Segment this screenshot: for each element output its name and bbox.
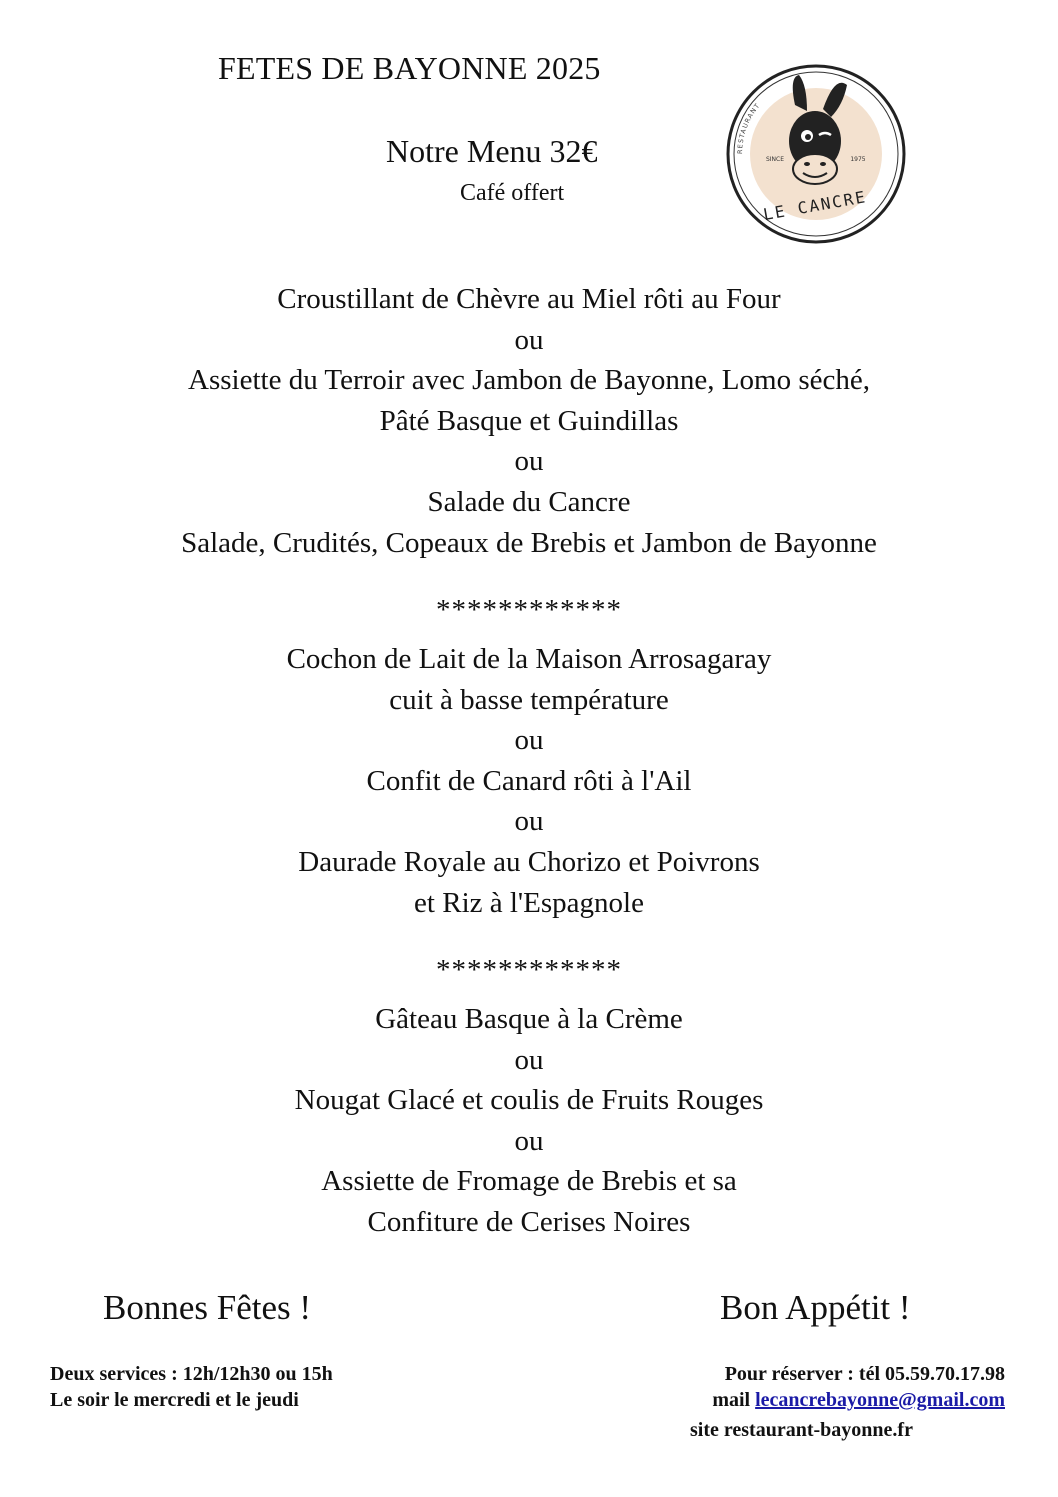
- menu-or: ou: [514, 1043, 544, 1076]
- menu-line: Pâté Basque et Guindillas: [379, 404, 679, 437]
- menu-line: et Riz à l'Espagnole: [414, 886, 644, 919]
- greeting-bonnes-fetes: Bonnes Fêtes !: [103, 1288, 312, 1327]
- entrees-section: [0, 279, 1058, 563]
- menu-or: ou: [514, 805, 544, 838]
- menu-or: ou: [514, 1124, 544, 1157]
- plats-section: [0, 639, 1058, 923]
- services-times: Deux services : 12h/12h30 ou 15h: [50, 1363, 333, 1385]
- menu-or: ou: [514, 445, 544, 478]
- menu-or: ou: [514, 724, 544, 757]
- logo-ring-text: RESTAURANT: [735, 101, 762, 155]
- cafe-offert: Café offert: [460, 180, 565, 206]
- section-separator: ************: [436, 594, 622, 626]
- menu-line: Daurade Royale au Chorizo et Poivrons: [298, 845, 760, 878]
- menu-line: Confiture de Cerises Noires: [367, 1205, 691, 1238]
- menu-line: cuit à basse température: [389, 683, 669, 716]
- menu-line: Salade du Cancre: [427, 485, 631, 518]
- logo-year: 1975: [850, 156, 866, 163]
- section-separator: ************: [436, 954, 622, 986]
- greeting-bon-appetit: Bon Appétit !: [720, 1288, 911, 1327]
- menu-line: Salade, Crudités, Copeaux de Brebis et Jambon de Bayonne: [181, 526, 877, 559]
- le-cancre-logo: [725, 63, 907, 245]
- menu-line: Croustillant de Chèvre au Miel rôti au Four: [277, 283, 781, 315]
- email-link[interactable]: lecancrebayonne@gmail.com: [755, 1389, 1005, 1411]
- logo-name: LE CANCRE: [761, 187, 869, 225]
- service-info: [50, 1361, 333, 1413]
- menu-price: Notre Menu 32€: [386, 133, 598, 169]
- reservation-phone: Pour réserver : tél 05.59.70.17.98: [724, 1363, 1005, 1385]
- mail-label: mail: [712, 1389, 756, 1411]
- menu-line: Confit de Canard rôti à l'Ail: [366, 764, 692, 797]
- contact-info: [712, 1361, 1005, 1413]
- evening-days: Le soir le mercredi et le jeudi: [50, 1389, 299, 1411]
- page-title: FETES DE BAYONNE 2025: [218, 50, 601, 86]
- logo-since: SINCE: [765, 156, 785, 163]
- menu-line: Assiette du Terroir avec Jambon de Bayonne, Lomo séché,: [188, 364, 870, 397]
- website: site restaurant-bayonne.fr: [690, 1419, 913, 1441]
- menu-or: ou: [514, 323, 544, 356]
- desserts-section: [0, 999, 1058, 1243]
- email-line: [712, 1387, 1005, 1413]
- menu-line: Assiette de Fromage de Brebis et sa: [321, 1165, 737, 1198]
- menu-line: Cochon de Lait de la Maison Arrosagaray: [286, 643, 772, 675]
- menu-line: Nougat Glacé et coulis de Fruits Rouges: [294, 1084, 764, 1117]
- menu-line: Gâteau Basque à la Crème: [375, 1003, 683, 1035]
